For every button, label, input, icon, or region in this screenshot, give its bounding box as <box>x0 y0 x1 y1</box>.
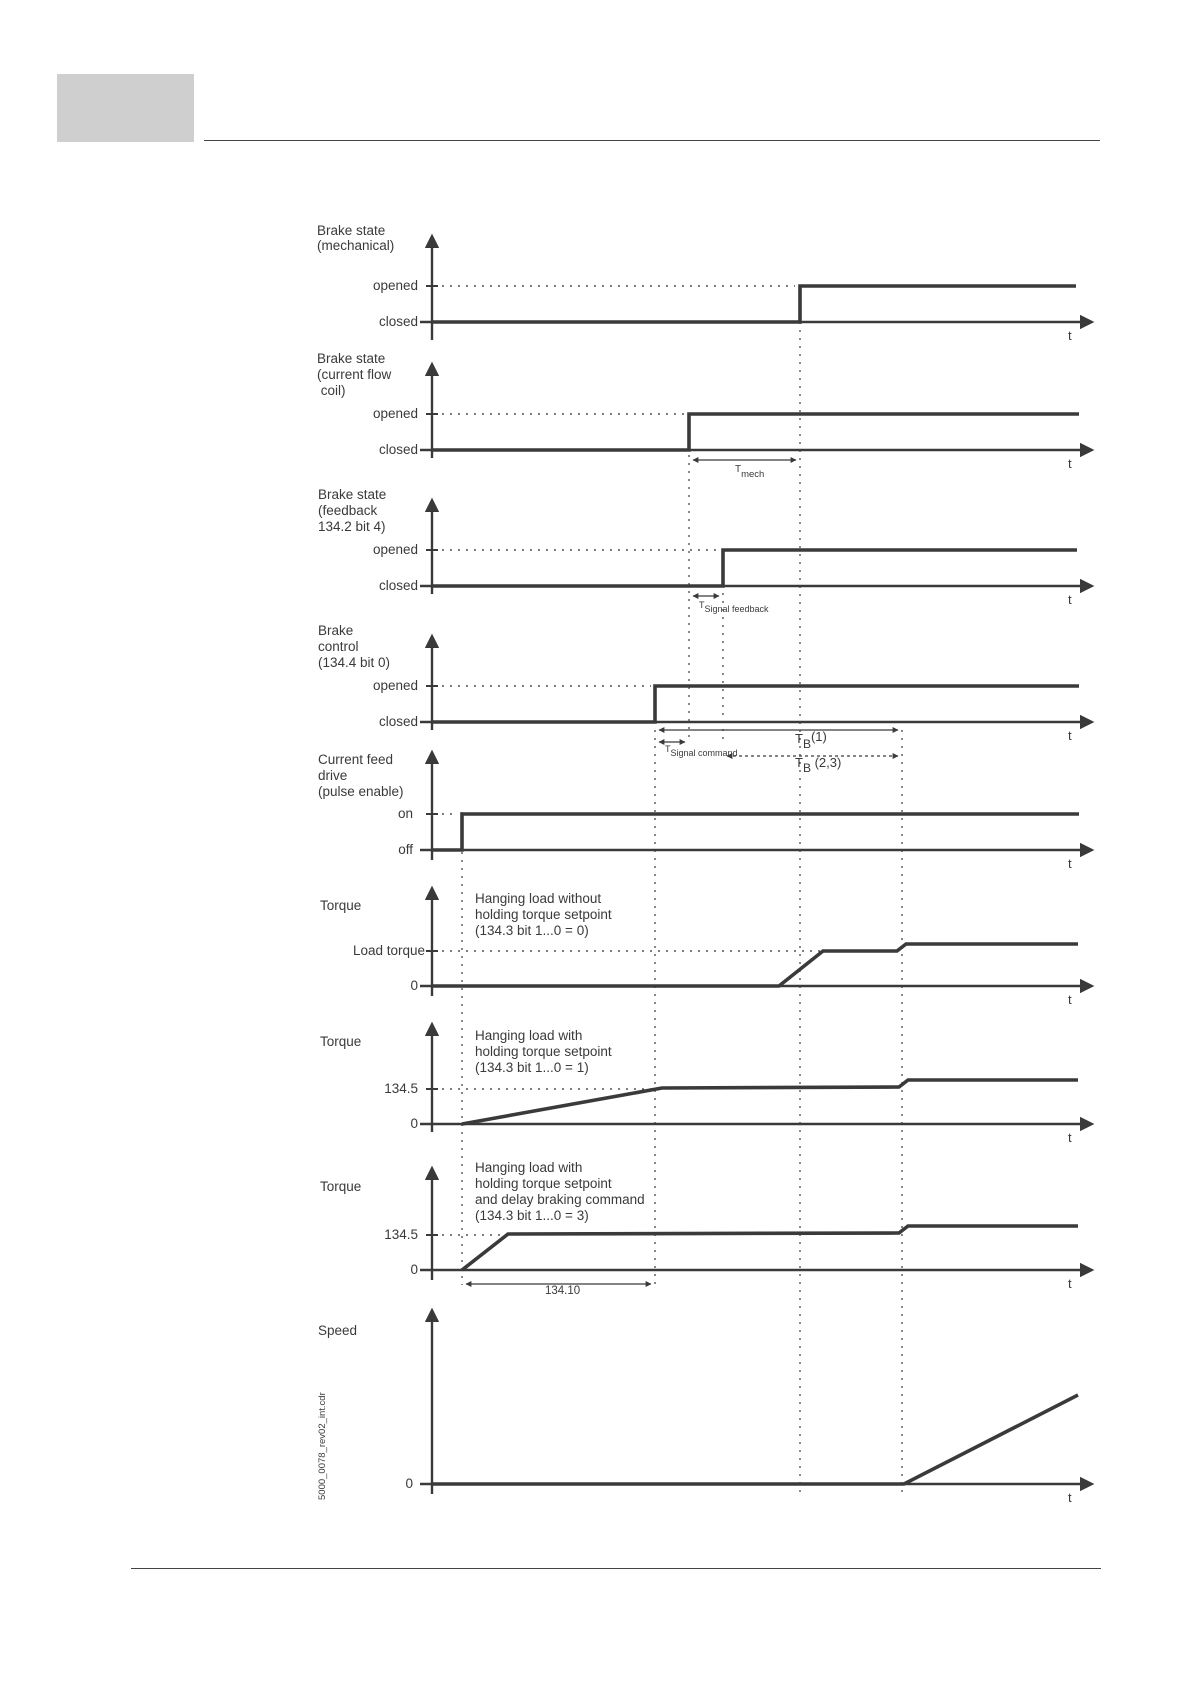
time-label: t <box>1068 1130 1072 1145</box>
time-label: t <box>1068 856 1072 871</box>
panel-title-line: Torque <box>320 1034 362 1049</box>
panel-title-line: Brake <box>318 623 354 638</box>
low-label: closed <box>378 442 418 457</box>
signal-trace <box>432 1395 1078 1484</box>
t-mech-label: Tmech <box>735 464 765 480</box>
signal-trace <box>432 686 1079 722</box>
drawing-file-reference: 5000_0078_rev02_int.cdr <box>317 1392 328 1500</box>
panel-title-line: Brake state <box>317 351 386 366</box>
high-label: 134.5 <box>384 1227 418 1242</box>
low-label: 0 <box>410 978 418 993</box>
signal-trace <box>462 1226 1078 1270</box>
time-label: t <box>1068 456 1072 471</box>
panel-title-line: control <box>318 639 359 654</box>
note-line: Hanging load without <box>475 891 602 906</box>
panel-brake-feedback <box>318 487 1080 614</box>
note-line: holding torque setpoint <box>475 1044 612 1059</box>
high-label: opened <box>372 406 418 421</box>
panel-title-line: Current feed <box>318 752 394 767</box>
t-signal-command-label: TSignal command <box>665 744 738 758</box>
high-label: opened <box>372 278 418 293</box>
t-signal-feedback-label: TSignal feedback <box>699 600 769 614</box>
time-label: t <box>1068 592 1072 607</box>
note-line: holding torque setpoint <box>475 907 612 922</box>
panel-title-line: drive <box>318 768 348 783</box>
note-line: Hanging load with <box>475 1160 583 1175</box>
time-label: t <box>1068 1276 1072 1291</box>
high-label: on <box>397 806 413 821</box>
note-line: and delay braking command <box>475 1192 645 1207</box>
panel-brake-coil <box>317 351 1080 480</box>
high-label: Load torque <box>352 943 425 958</box>
panel-torque-setpoint <box>320 1028 1080 1145</box>
note-line: holding torque setpoint <box>475 1176 612 1191</box>
low-label: off <box>398 842 413 857</box>
panel-title-line: (current flow <box>317 367 392 382</box>
time-label: t <box>1068 728 1072 743</box>
panel-current-feed <box>318 752 1080 871</box>
high-label: opened <box>372 542 418 557</box>
panel-brake-mechanical <box>317 223 1080 343</box>
panel-title-line: coil) <box>317 383 346 398</box>
signal-trace <box>462 1080 1078 1124</box>
panel-brake-control <box>318 623 1080 775</box>
panel-title-line: Torque <box>320 898 362 913</box>
note-line: Hanging load with <box>475 1028 583 1043</box>
signal-trace <box>432 814 1079 850</box>
time-label: t <box>1068 328 1072 343</box>
time-label: t <box>1068 992 1072 1007</box>
panel-title-line: Brake state <box>317 223 386 238</box>
low-label: 0 <box>405 1476 413 1491</box>
panel-title-line: Torque <box>320 1179 362 1194</box>
low-label: closed <box>378 578 418 593</box>
delay-param-label: 134.10 <box>545 1285 581 1297</box>
low-label: 0 <box>410 1262 418 1277</box>
note-line: (134.3 bit 1...0 = 3) <box>475 1208 589 1223</box>
low-label: 0 <box>410 1116 418 1131</box>
low-label: closed <box>378 714 418 729</box>
panel-torque-no-setpoint <box>320 891 1080 1007</box>
high-label: opened <box>372 678 418 693</box>
panel-title-line: (pulse enable) <box>318 784 404 799</box>
time-label: t <box>1068 1490 1072 1505</box>
note-line: (134.3 bit 1...0 = 1) <box>475 1060 589 1075</box>
signal-trace <box>432 286 1076 322</box>
t-b23-label: TB (2,3) <box>795 755 842 775</box>
signal-trace <box>432 550 1077 586</box>
panel-title-line: (mechanical) <box>317 238 395 253</box>
signal-trace <box>432 414 1079 450</box>
panel-speed <box>318 1322 1080 1505</box>
panel-title-line: Brake state <box>318 487 387 502</box>
panel-title-line: Speed <box>318 1323 358 1338</box>
panel-torque-delay <box>320 1160 1080 1297</box>
panel-title-line: (feedback <box>318 503 378 518</box>
t-b1-label: TB(1) <box>795 729 827 751</box>
note-line: (134.3 bit 1...0 = 0) <box>475 923 589 938</box>
panel-title-line: (134.4 bit 0) <box>318 655 391 670</box>
panel-title-line: 134.2 bit 4) <box>318 519 386 534</box>
low-label: closed <box>378 314 418 329</box>
high-label: 134.5 <box>384 1081 418 1096</box>
